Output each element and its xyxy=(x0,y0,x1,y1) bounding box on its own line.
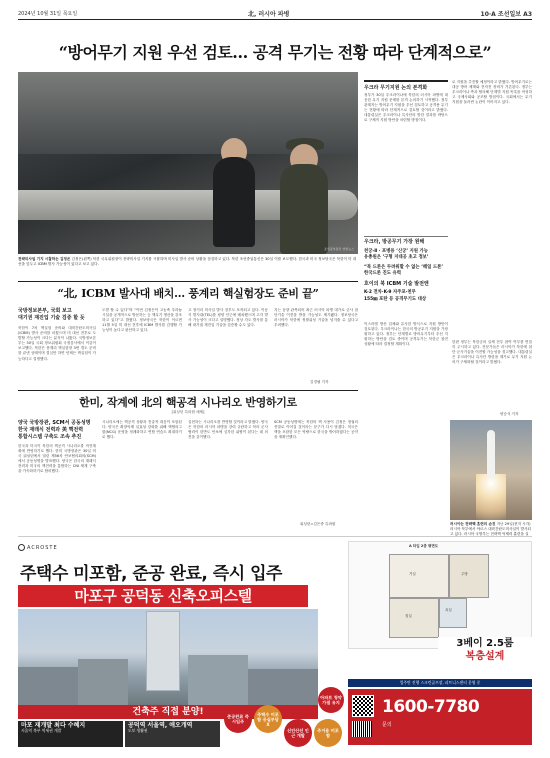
story1-col2: 도발 할 수 있다”며 “이번 김정은이 고농축 우라늄 시설을 공개적으로 방문하는 등 핵무기 생산을 강조하고 있다”고 밝혔다. 정보당국은 북한이 이르면 11월 5일 미 대선 전후에 ICBM 발사를 감행할 가능성이 높다고 판단하고 있다. xyxy=(102,308,182,333)
ad-line1: 주택수 미포함, 준공 완료, 즉시 입주 xyxy=(20,564,282,584)
story1-col1: 북한이 7차 핵실험 준비와 대륙간탄도미사일(ICBM) 발사 준비를 마쳤으며 미 대선 전후로 도발할 가능성이 크다는 분석이 나왔다. 국방정보본부는 30일 국회 정보위원회 국정감사에서 이같이 보고했다. 북한은 풍계리 핵실험장 3번 갱도 준비를 끝낸 상태이며 결심만 하면 언제든 핵실험이 가능하다고 설명했다. xyxy=(18,326,96,361)
ad-building xyxy=(18,667,78,705)
ad-tower xyxy=(146,611,180,691)
missile-body xyxy=(487,430,495,478)
story2-subline: [워싱턴 특파원 매체] xyxy=(171,410,205,414)
ad-duplex xyxy=(438,637,532,677)
qa-subheading-3: K-2 전차·K-9 자주포·천무 155㎜ 포탄 등 공격무기도 대상 xyxy=(364,290,427,302)
story2-col4: SCM 공동성명에는 북한의 핵 사용이 김정은 정권의 종말로 이어질 것이라는 문구가 다시 담겼다. 미국은 핵을 포함한 모든 역량으로 한국을 방어하겠다는 공약을 재확인했다. xyxy=(274,420,358,440)
story2-col3: 실현하는 시나리오를 반영할 것이라고 밝혔다. 양국은 북한의 러시아 파병을 강력 규탄하고 북러 군사협력이 한반도 안보에 심각한 위협이 된다는 데 의견을 같이했다. xyxy=(188,420,268,440)
masthead-bar xyxy=(18,8,532,20)
photo-caption-text: 김정은(왼쪽) 북한 국무위원장이 전략미사일 기지를 시찰하며 미사일 발사 준비 상황을 점검하고 있다. 북한 조선중앙통신은 30일 이를 보도했다. 한국과 미국 정보당국은 북한이 미 대선을 앞두고 ICBM 발사 가능성이 있다고 보고 있다. xyxy=(18,257,357,266)
ad-badge-1-small: 서울역 북부 역세권 개발 xyxy=(21,728,62,733)
missile-plume xyxy=(476,474,506,520)
issue-date: 2024년 10월 31일 목요일 xyxy=(18,11,78,17)
ad-badge-1 xyxy=(18,721,123,747)
ad-floor-plan xyxy=(348,541,532,649)
ad-duplex-line1: 3베이 2.5룸 xyxy=(456,638,514,649)
story1-col4: 지는 동향 관측되어 최근 러시아 파병 대가로 군사 첨단기술 이전을 받을 가능성도 제기됐다. 정보당국은 러시아가 북한에 정찰위성 기술을 넘겨줄 수 있다고 우려했다. xyxy=(274,308,358,328)
sidebar-col3: 이스라엘 방산 업체와 유사한 방식으로 지원 방안이 검토된다. 우크라이나는 한국의 방공무기 지원을 가장 원하고 있다. 정부는 단계별로 방어무기부터 우선 지원하는 방안을 검토 중이며 공격무기는 북한군 참전 상황에 따라 결정할 계획이다. xyxy=(364,322,448,347)
ad-brand-name: ACROSTE xyxy=(27,545,58,551)
story2-byline: 워싱턴=김은중 특파원 xyxy=(300,522,336,526)
story1-top-rule xyxy=(18,281,358,282)
sidebar-col1: 정부가 30일 우크라이나에 북한의 러시아 파병에 대응한 무기 지원 문제를 본격 논의하기 시작했다. 정부 관계자는 방어무기 지원을 우선 검토하고 공격용 무기는 전황에 따라 단계적으로 검토할 것이라고 밝혔다. 대통령실은 우크라이나 특사단의 방한 결과를 바탕으로 구체적 지원 방안을 마련할 방침이다. xyxy=(364,93,448,123)
ad-amenities: 업주만 진행 스크린골프장, 피트니스센터 운영 중 xyxy=(348,679,532,687)
advertisement xyxy=(18,536,532,746)
sidebar-col2: 로 지원을 추진할 예정이라고 밝혔다. 방어무기로는 대공 방어 체계와 전자전 장비가 거론된다. 정부는 우크라이나 측과 협의해 단계별 지원 목록을 작성하고 국제사회와 공조할 방침이다. 국회에서는 무기 지원을 둘러싼 논란이 이어지고 있다. xyxy=(452,80,532,105)
ad-building xyxy=(188,655,248,705)
story2-col2: 시나리오에는 핵공격 상황과 전술적 대응이 포함된다. 양국은 확장억제 실효성 강화를 위해 핵협의그룹(NCG) 운영을 정례화하고 연합 연습도 확대하기로 했다. xyxy=(102,420,182,440)
ad-badge-2-big: 공덕역 서울역, 애오개역 xyxy=(128,722,193,729)
missile-photo xyxy=(450,420,532,520)
plan-room-bed xyxy=(389,598,439,638)
story2-top-rule xyxy=(18,390,358,391)
plan-label-bed: 침실 xyxy=(405,614,412,618)
ad-badge-1-big: 마포 재개발 최다 수혜지 xyxy=(21,722,86,729)
ad-contact xyxy=(348,689,532,745)
photo-caption-title: 전략미사일 기지 시찰하는 김정은 xyxy=(18,257,71,261)
story2-headline: 한미, 작계에 北의 핵공격 시나리오 반영하기로 xyxy=(79,396,297,409)
missile-caption-title: 러시아는 전략핵 훈련의 손짓 xyxy=(450,522,496,526)
photo-figure xyxy=(213,157,255,247)
plan-label-bath: 욕실 xyxy=(445,608,452,612)
plan-room-kitchen xyxy=(449,554,489,598)
ad-duplex-line2: 복층설계 xyxy=(465,651,505,662)
page-number: 10·A 조선일보 A3 xyxy=(480,11,532,18)
ad-badge-2 xyxy=(125,721,220,747)
barcode-icon xyxy=(352,721,372,737)
ad-line2: 마포구 공덕동 신축오피스텔 xyxy=(18,585,308,607)
ad-circle-2: 주택수 미포함 공실부담X xyxy=(254,705,282,733)
story2-kicker: 양국 국방장관, SCM서 공동성명 한국 재래식 전력과 美 핵전력 통합시스템 구축도 조속 추진 xyxy=(18,420,91,440)
main-photo xyxy=(18,72,358,254)
qa-heading-2: “북 드론은 두려워할 수 없는 ‘해일 드론’ 한국드론 진도 유력 xyxy=(364,264,444,276)
plan-room-bath xyxy=(439,598,467,628)
sidebar-byline: 양승식 기자 xyxy=(500,412,519,416)
main-headline: “방어무기 지원 우선 검토… 공격 무기는 전황 따라 단계적으로” xyxy=(58,43,492,62)
sidebar-qa xyxy=(364,236,448,306)
ad-building xyxy=(78,659,128,705)
qa-heading-1: 우크라, 방공무기 가장 원해 xyxy=(364,239,425,245)
story1-col3: 고 장거리 미사일 발사 징후도 포착되고 있다. 이동식 발사대(TEL)를 평양 인근에 배치했으며 고각 발사 가능성이 크다고 설명했다. 정상 각도 발사를 통해 대기권 재진입 기술을 검증할 수도 있다. xyxy=(188,308,268,328)
plan-label-living: 거실 xyxy=(409,572,416,576)
ad-logo-icon xyxy=(18,544,25,551)
photo-credit: 조선중앙통신 연합뉴스 xyxy=(324,247,354,251)
ad-circle-3: 신안산선 인근 개발 xyxy=(284,719,312,747)
section-title: 北, 러시아 파병 xyxy=(248,11,290,18)
sidebar-box xyxy=(364,80,448,241)
ad-brand xyxy=(18,544,58,551)
plan-title: A 타입 2층 평면도 xyxy=(409,544,439,548)
qa-heading-3: 호이의 북 ICBM 기술 발전엔 xyxy=(364,280,429,287)
ad-city-image xyxy=(18,609,318,705)
ad-circle-1: 준공완료 즉시입주 xyxy=(224,705,252,733)
story1-headline: “北, ICBM 발사대 배치… 풍계리 핵실험장도 준비 끝” xyxy=(57,287,319,300)
story1-kicker: 국방정보본부, 국회 보고 대기권 재진입 기술 검증 할 듯 xyxy=(18,308,85,321)
story2-col1: 한국과 미국이 북한의 핵공격 시나리오를 작전계획에 반영하기로 했다. 한미 국방장관은 30일 미국 워싱턴에서 열린 제56차 안보협의회의(SCM)에서 공동성명을 발표했다. 양국은 한국의 재래식 전력과 미국의 핵전력을 통합하는 CNI 체계 구축을 가속화하기로 합의했다. xyxy=(18,444,96,474)
story1-byline: 김경필 기자 xyxy=(310,380,329,384)
photo-officer xyxy=(280,164,328,254)
missile-caption-text: 지난 29일(현지 시각) 러시아 북부에서 야르스 대륙간탄도미사일이 발사되고 있다. 러시아 국방부는 전략핵 억제력 훈련을 실 xyxy=(450,522,531,536)
ad-badge-2-small: 도보 생활권 xyxy=(128,728,148,733)
qa-subheading-1: 천궁-Ⅱ · 포병용 ‘신궁’ 지원 가능 유총원은 ‘구형 지대공 초고 정보’ xyxy=(364,248,429,260)
ad-circle-5: 아파트 청약가점 유지 xyxy=(318,687,344,713)
ad-building xyxy=(248,669,318,705)
qa-rule xyxy=(364,236,448,237)
sidebar-title: 우크라 무기지원 논의 본격화 xyxy=(364,80,448,91)
ad-phone-prefix: 문의 xyxy=(382,722,392,728)
photo-caption xyxy=(18,257,358,267)
plan-room-living xyxy=(389,554,449,598)
ad-direct-sale: 건축주 직접 분양! xyxy=(18,705,318,719)
plan-label-kitchen: 주방 xyxy=(461,572,468,576)
qr-code-icon[interactable] xyxy=(352,695,374,717)
sidebar-col4: 한편 정부는 북한군의 실제 전투 참여 여부를 면밀히 주시하고 있다. 전문가들은 러시아가 북한에 첨단 군사기술을 이전할 가능성을 경고했다. 대통령실은 우크라이나 특사단 방한을 계기로 무기 지원 논의가 구체화될 것이라고 밝혔다. xyxy=(452,340,532,365)
ad-circle-4: 주거용 미포함 xyxy=(314,719,342,747)
ad-phone-number[interactable]: 1600-7780 xyxy=(382,697,480,717)
